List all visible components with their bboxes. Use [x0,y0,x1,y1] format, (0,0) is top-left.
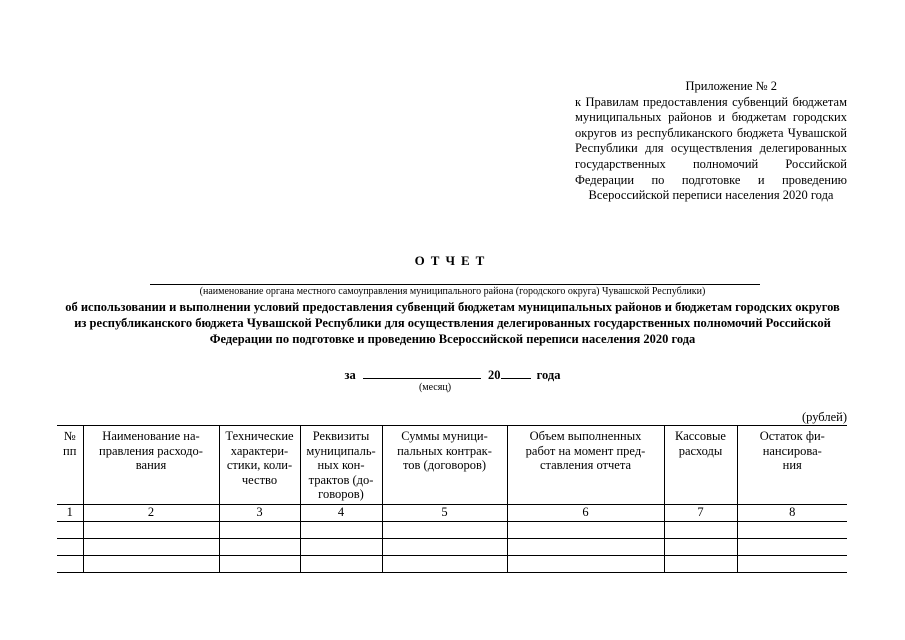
column-header-4: Реквизиты муниципаль- ных кон- трактов (до- говоров) [300,426,382,505]
table-row [57,521,847,538]
month-caption: (месяц) [418,382,452,393]
column-number-3: 3 [219,504,300,521]
column-number-7: 7 [664,504,737,521]
table-cell [737,521,847,538]
column-number-1: 1 [57,504,83,521]
table-cell [219,521,300,538]
year-blank-field [501,366,531,379]
column-number-2: 2 [83,504,219,521]
table-cell [664,555,737,572]
column-header-8: Остаток фи- нансирова- ния [737,426,847,505]
column-number-4: 4 [300,504,382,521]
table-cell [300,538,382,555]
table-cell [664,538,737,555]
table-cell [83,521,219,538]
period-prefix: за [344,368,356,382]
table-cell [507,521,664,538]
table-cell [507,555,664,572]
table-cell [57,555,83,572]
table-cell [382,555,507,572]
table-cell [382,538,507,555]
table-cell [664,521,737,538]
column-header-6: Объем выполненных работ на момент пред- ставления отчета [507,426,664,505]
column-header-2: Наименование на- правления расходо- вания [83,426,219,505]
appendix-block [575,79,847,204]
units-label: (рублей) [801,410,847,424]
column-number-6: 6 [507,504,664,521]
organization-name-line [150,284,760,285]
table-cell [57,521,83,538]
table-row [57,538,847,555]
table-cell [382,521,507,538]
appendix-title: Приложение № 2 [685,79,777,93]
column-header-3: Технические характери- стики, коли- чество [219,426,300,505]
report-period [0,366,905,383]
table-cell [737,538,847,555]
period-suffix: года [536,368,561,382]
period-year-prefix: 20 [488,368,501,382]
column-header-7: Кассовые расходы [664,426,737,505]
report-title: ОТЧЕТ [414,253,491,268]
report-table [57,425,847,573]
report-subtitle: об использовании и выполнении условий предоставления субвенций бюджетам муниципальных районов и бюджетам городских округов из республиканского бюджета Чувашской Республики для осуществления делегированных государственных полномочий Российской Федерации по подготовке и проведению Всероссийской переписи населения 2020 года [65,300,840,347]
month-blank-field [363,366,481,379]
table-cell [300,555,382,572]
table-cell [219,538,300,555]
table-cell [219,555,300,572]
table-cell [83,538,219,555]
table-row [57,555,847,572]
appendix-text: к Правилам предоставления субвенций бюджетам муниципальных районов и бюджетам городских округов из республиканского бюджета Чувашской Республики для осуществления делегированных государственных полномочий Российской Федерации по подготовке и проведению Всероссийской переписи населения 2020 года [575,94,847,203]
column-header-5: Суммы муници- пальных контрак- тов (договоров) [382,426,507,505]
table-cell [507,538,664,555]
organization-caption: (наименование органа местного самоуправления муниципального района (городского округа) Чувашской Республики) [199,286,706,297]
table-cell [57,538,83,555]
column-number-5: 5 [382,504,507,521]
table-cell [737,555,847,572]
column-header-1: № пп [57,426,83,505]
table-cell [300,521,382,538]
column-number-8: 8 [737,504,847,521]
column-number-row [57,504,847,521]
table-header-row [57,426,847,505]
table-cell [83,555,219,572]
